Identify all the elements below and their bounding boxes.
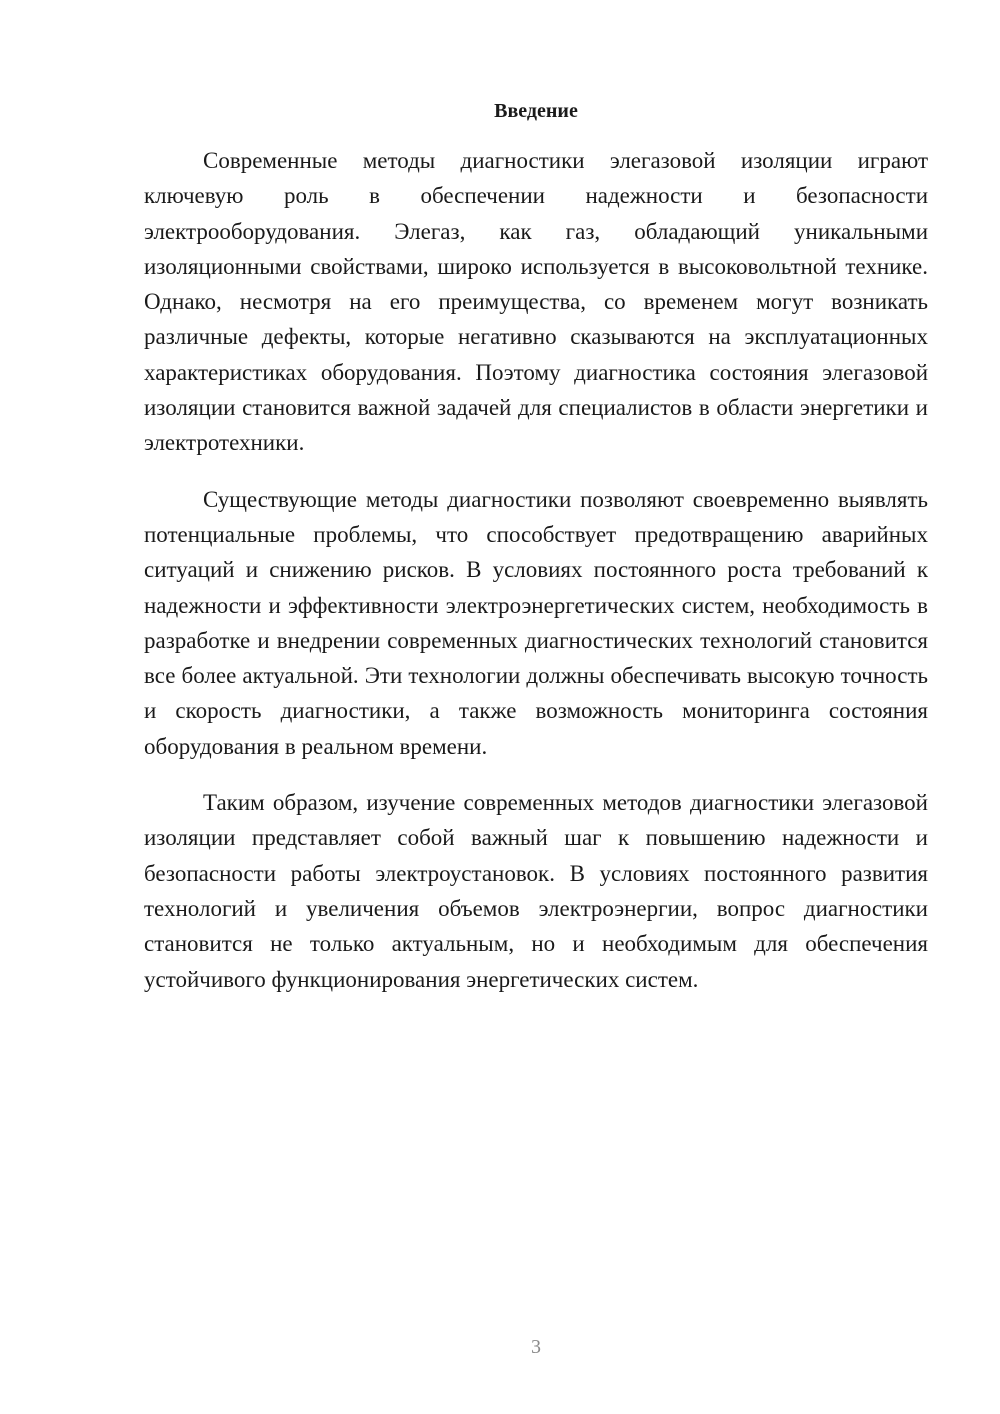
paragraph-1: Современные методы диагностики элегазовой изоляции играют ключевую роль в обеспечении надежности и безопасности электрооборудования. Элегаз, как газ, обладающий уникальными изоляционными свойствами, широко используется в высоковольтной технике. Однако, несмотря на его преимущества, со временем могут возникать различные дефекты, которые негативно сказываются на эксплуатационных характеристиках оборудования. Поэтому диагностика состояния элегазовой изоляции становится важной задачей для специалистов в области энергетики и электротехники. [144, 148, 928, 456]
paragraph-3: Таким образом, изучение современных методов диагностики элегазовой изоляции представляет собой важный шаг к повышению надежности и безопасности работы электроустановок. В условиях постоянного развития технологий и увеличения объемов электроэнергии, вопрос диагностики становится не только актуальным, но и необходимым для обеспечения устойчивого функционирования энергетических систем. [144, 790, 928, 992]
page-number: 3 [531, 1336, 541, 1358]
document-body [144, 143, 928, 1018]
page-title: Введение [494, 100, 578, 122]
paragraph-2: Существующие методы диагностики позволяют своевременно выявлять потенциальные проблемы, что способствует предотвращению аварийных ситуаций и снижению рисков. В условиях постоянного роста требований к надежности и эффективности электроэнергетических систем, необходимость в разработке и внедрении современных диагностических технологий становится все более актуальной. Эти технологии должны обеспечивать высокую точность и скорость диагностики, а также возможность мониторинга состояния оборудования в реальном времени. [144, 486, 928, 759]
